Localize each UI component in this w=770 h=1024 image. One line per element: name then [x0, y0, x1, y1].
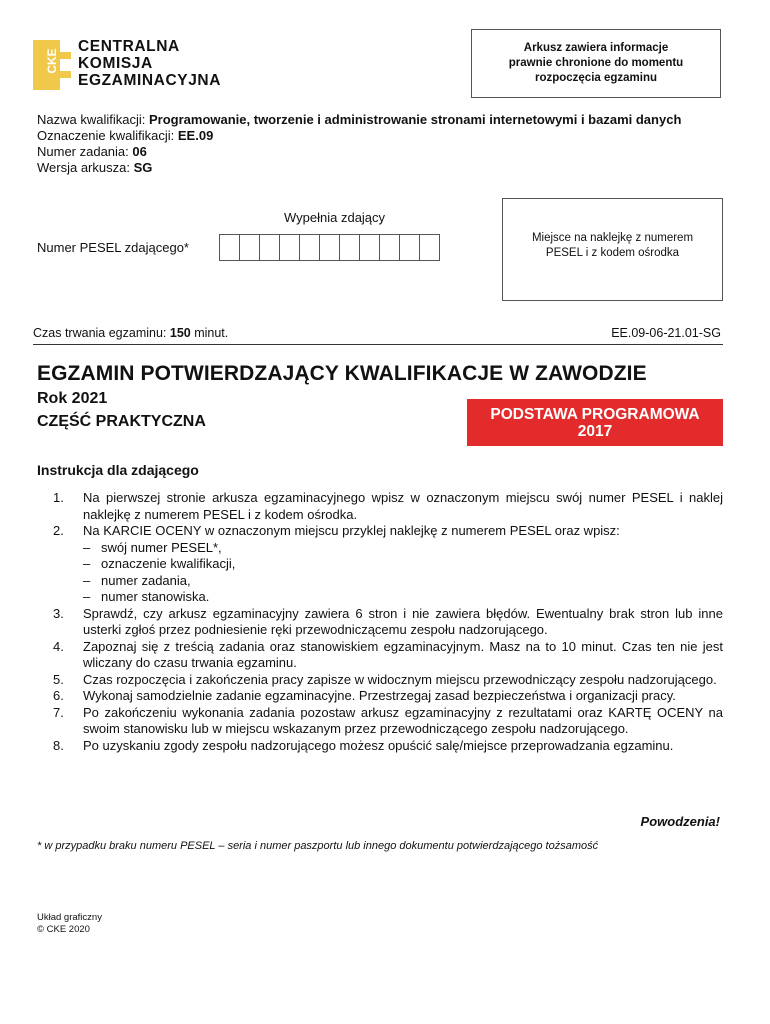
logo-line: CENTRALNA [78, 38, 180, 55]
sub-item-text: oznaczenie kwalifikacji, [101, 556, 236, 571]
sheet-version-value: SG [133, 160, 153, 175]
sticker-line: PESEL i z kodem ośrodka [545, 247, 680, 259]
instruction-number: 3. [53, 605, 64, 621]
cke-logo-mark [33, 40, 71, 90]
sub-item-text: numer zadania, [101, 572, 191, 588]
pesel-digit-box[interactable] [239, 234, 260, 261]
dash-bullet: – [83, 589, 91, 604]
exam-title: EGZAMIN POTWIERDZAJĄCY KWALIFIKACJE W ZAWODZIE [37, 362, 647, 385]
instruction-item [37, 523, 723, 606]
instruction-text: Sprawdź, czy arkusz egzaminacyjny zawiera 6 stron i nie zawiera błędów. Ewentualny brak stron lub inne usterki zgłoś przez podniesienie ręki przewodniczącemu zespołu nadzorującego. [83, 605, 723, 637]
sub-item-text: numer stanowiska. [101, 589, 210, 604]
badge-line: PODSTAWA PROGRAMOWA [490, 405, 700, 423]
protected-line: rozpoczęcia egzaminu [534, 72, 658, 84]
sub-item [83, 589, 723, 606]
instruction-number: 2. [53, 523, 64, 538]
instruction-item [37, 606, 723, 639]
task-number-label: Numer zadania: [37, 144, 133, 159]
exam-duration [33, 326, 228, 340]
instruction-text: Na KARCIE OCENY w oznaczonym miejscu przyklej naklejkę z numerem PESEL oraz wpisz: [83, 523, 620, 538]
instructions-list [37, 490, 723, 754]
instruction-text: Na pierwszej stronie arkusza egzaminacyjnego wpisz w oznaczonym miejscu swój numer PESEL i naklej naklejkę z numerem PESEL i z kodem ośrodka. [83, 490, 723, 522]
pesel-digit-box[interactable] [219, 234, 240, 261]
sub-item [83, 556, 723, 573]
sub-item-text: swój numer PESEL*, [101, 539, 222, 555]
dash-bullet: – [83, 556, 91, 571]
pesel-digit-box[interactable] [359, 234, 380, 261]
qualification-name-value: Programowanie, tworzenie i administrowanie stronami internetowymi i bazami danych [148, 112, 682, 127]
dash-bullet: – [83, 572, 91, 588]
qualification-name-label: Nazwa kwalifikacji: [37, 112, 149, 127]
sticker-line: Miejsce na naklejkę z numerem [531, 232, 694, 244]
qualification-code-value: EE.09 [177, 128, 214, 143]
instruction-number: 6. [53, 688, 64, 703]
logo-line: KOMISJA [78, 55, 153, 72]
pesel-digit-box[interactable] [259, 234, 280, 261]
pesel-digit-box[interactable] [279, 234, 300, 261]
instruction-item [37, 672, 723, 689]
graphic-credit [37, 912, 102, 936]
credit-line: Układ graficzny [37, 912, 102, 923]
credit-line: © CKE 2020 [37, 924, 90, 935]
sub-item [83, 573, 723, 590]
instruction-item [37, 639, 723, 672]
instruction-text: Wykonaj samodzielnie zadanie egzaminacyjne. Przestrzegaj zasad bezpieczeństwa i organizacji pracy. [83, 688, 676, 703]
instruction-item [37, 738, 723, 755]
instruction-item [37, 688, 723, 705]
pesel-digit-box[interactable] [419, 234, 440, 261]
pesel-digit-box[interactable] [379, 234, 400, 261]
sub-item [83, 540, 723, 557]
dash-bullet: – [83, 539, 91, 555]
exam-year: Rok 2021 [37, 390, 108, 407]
instruction-text: Po uzyskaniu zgody zespołu nadzorującego możesz opuścić salę/miejsce przeprowadzania egzaminu. [83, 737, 674, 753]
instruction-text: Czas rozpoczęcia i zakończenia pracy zapisze w widocznym miejscu przewodniczący zespołu nadzorującego. [83, 671, 717, 687]
pesel-label: Numer PESEL zdającego* [37, 240, 189, 255]
duration-label: Czas trwania egzaminu: [33, 326, 170, 340]
logo-line: EGZAMINACYJNA [78, 72, 222, 89]
instruction-text: Zapoznaj się z treścią zadania oraz stanowiskiem egzaminacyjnym. Masz na to 10 minut. Czas ten nie jest wliczany do czasu trwania egzaminu. [83, 638, 723, 670]
exam-part: CZĘŚĆ PRAKTYCZNA [37, 413, 206, 430]
instruction-text: Po zakończeniu wykonania zadania pozostaw arkusz egzaminacyjny z rezultatami oraz KARTĘ OCENY na swoim stanowisku lub w miejscu wskazanym przez przewodniczącego zespołu nadzorującego. [83, 704, 723, 736]
instruction-number: 1. [53, 490, 64, 505]
instruction-number: 7. [53, 704, 64, 720]
instruction-item [37, 490, 723, 523]
pesel-digit-box[interactable] [319, 234, 340, 261]
sheet-version-label: Wersja arkusza: [37, 160, 134, 175]
instruction-number: 5. [53, 671, 64, 687]
sheet-code: EE.09-06-21.01-SG [611, 326, 721, 340]
pesel-digit-box[interactable] [399, 234, 420, 261]
badge-line: 2017 [577, 422, 613, 440]
good-luck-text: Powodzenia! [640, 814, 720, 829]
divider [33, 344, 723, 345]
pesel-digit-box[interactable] [339, 234, 360, 261]
task-number-value: 06 [132, 144, 147, 159]
pesel-footnote: * w przypadku braku numeru PESEL – seria i numer paszportu lub innego dokumentu potwierdzającego tożsamość [37, 840, 599, 852]
fill-by-label: Wypełnia zdający [284, 210, 386, 225]
duration-unit: minut. [190, 326, 229, 340]
qualification-info [37, 112, 681, 176]
sticker-placeholder-box [502, 198, 723, 301]
pesel-digit-box[interactable] [299, 234, 320, 261]
qualification-code-label: Oznaczenie kwalifikacji: [37, 128, 178, 143]
pesel-input-boxes[interactable] [219, 234, 440, 261]
instructions-heading: Instrukcja dla zdającego [37, 462, 199, 478]
svg-text:CKE: CKE [45, 48, 59, 74]
instruction-number: 4. [53, 638, 64, 654]
cke-logo-text [78, 38, 221, 89]
duration-value: 150 [169, 326, 191, 340]
curriculum-badge [467, 399, 723, 446]
instruction-number: 8. [53, 737, 64, 753]
protected-line: Arkusz zawiera informacje [523, 42, 669, 54]
instruction-item [37, 705, 723, 738]
protected-line: prawnie chronione do momentu [508, 57, 684, 69]
protected-info-box [471, 29, 721, 98]
